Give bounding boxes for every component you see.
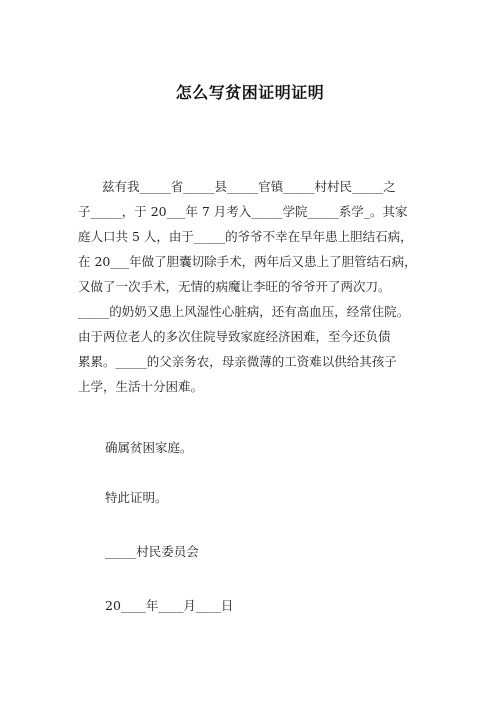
body-line-1: 兹有我_____省_____县_____官镇_____村村民_____之 bbox=[102, 179, 396, 194]
date-line: 20____年____月____日 bbox=[105, 598, 234, 613]
signature-line: _____村民委员会 bbox=[105, 544, 199, 559]
body-line-7: 由于两位老人的多次住院导致家庭经济困难，至今还负债 bbox=[78, 329, 391, 344]
body-line-9: 上学，生活十分困难。 bbox=[78, 379, 204, 394]
confirm-statement: 确属贫困家庭。 bbox=[105, 440, 193, 455]
body-line-2: 子_____，于 20___年 7 月考入_____学院_____系学_。其家 bbox=[78, 204, 408, 219]
body-line-5: 又做了一次手术，无情的病魔让李旺的爷爷开了两次刀。 bbox=[78, 279, 391, 294]
body-line-8: 累累。_____的父亲务农，母亲微薄的工资难以供给其孩子 bbox=[78, 354, 397, 369]
body-paragraph bbox=[78, 174, 440, 399]
body-line-4: 在 20___年做了胆囊切除手术，两年后又患上了胆管结石病， bbox=[78, 254, 417, 269]
body-line-3: 庭人口共 5 人，由于_____的爷爷不幸在早年患上胆结石病， bbox=[78, 229, 413, 244]
certify-statement: 特此证明。 bbox=[105, 490, 168, 505]
document-title: 怎么写贫困证明证明 bbox=[175, 83, 325, 102]
body-line-6: _____的奶奶又患上风湿性心脏病，还有高血压，经常住院。 bbox=[78, 304, 410, 319]
